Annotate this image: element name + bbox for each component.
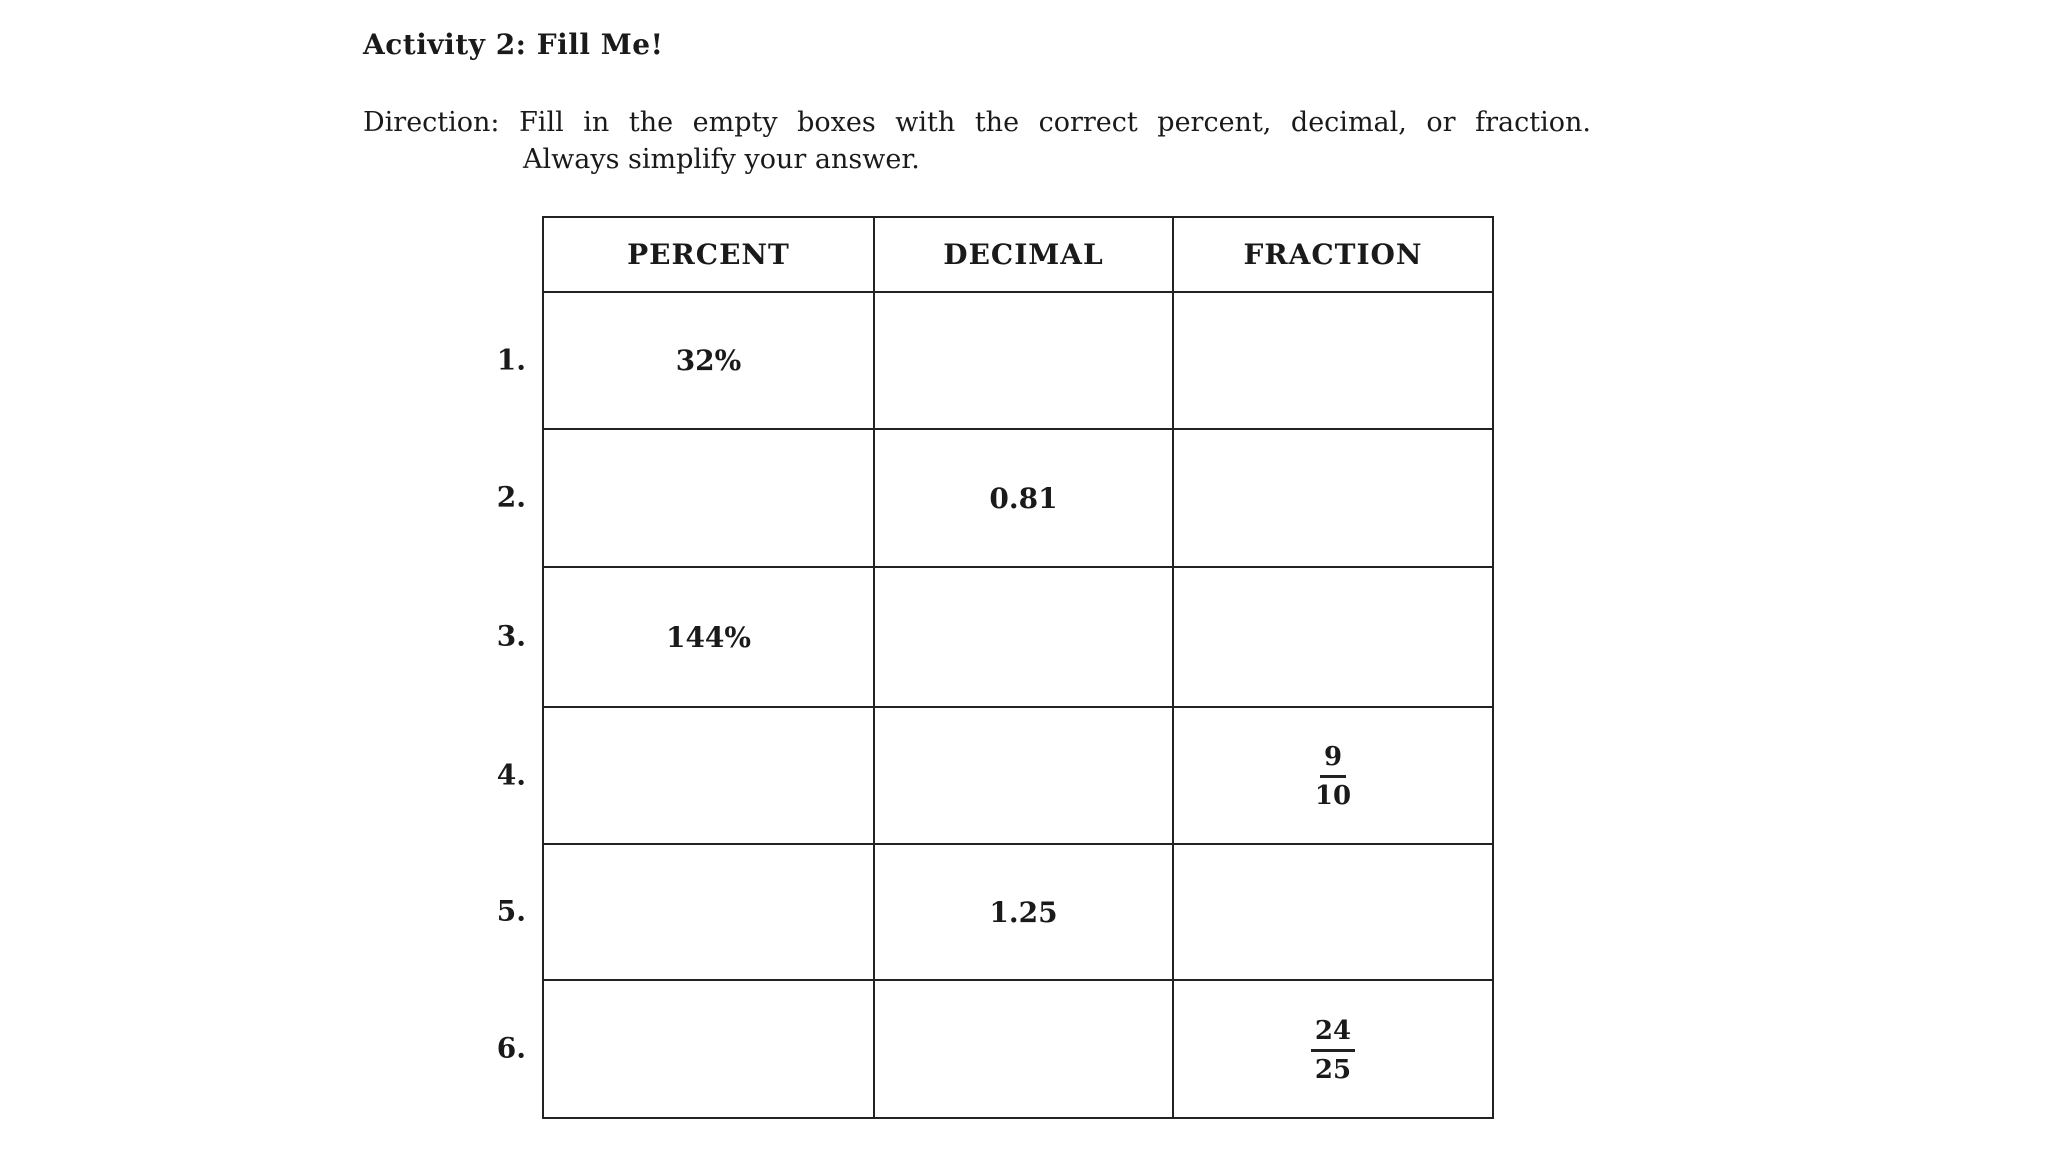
direction-word: with bbox=[895, 107, 956, 138]
percent-cell[interactable] bbox=[543, 980, 874, 1118]
percent-cell[interactable]: 32% bbox=[543, 292, 874, 429]
fraction-cell[interactable] bbox=[1173, 292, 1493, 429]
fraction-value bbox=[1311, 741, 1355, 812]
direction-word: the bbox=[974, 107, 1020, 138]
decimal-cell[interactable]: 1.25 bbox=[874, 844, 1173, 980]
conversion-table bbox=[542, 216, 1494, 1119]
row-number: 4. bbox=[496, 758, 526, 791]
header-percent: PERCENT bbox=[543, 217, 874, 292]
direction-word: boxes bbox=[797, 107, 876, 138]
fraction-numerator: 24 bbox=[1311, 1015, 1355, 1052]
fraction-value bbox=[1311, 1015, 1355, 1086]
percent-cell[interactable]: 144% bbox=[543, 567, 874, 707]
direction-word: decimal, bbox=[1290, 107, 1407, 138]
header-decimal: DECIMAL bbox=[874, 217, 1173, 292]
decimal-cell[interactable] bbox=[874, 980, 1173, 1118]
row-number: 1. bbox=[496, 343, 526, 376]
row-number: 3. bbox=[496, 619, 526, 653]
table-row bbox=[543, 292, 1493, 429]
table-header-row bbox=[543, 217, 1493, 292]
table-row bbox=[543, 980, 1493, 1118]
table-row bbox=[543, 567, 1493, 707]
direction-word: in bbox=[583, 107, 610, 138]
activity-title: Activity 2: Fill Me! bbox=[363, 28, 664, 61]
fraction-denominator: 10 bbox=[1314, 781, 1352, 811]
direction-word: Direction: bbox=[363, 107, 500, 138]
fraction-cell[interactable] bbox=[1173, 980, 1493, 1118]
fraction-denominator: 25 bbox=[1314, 1054, 1352, 1085]
percent-cell[interactable] bbox=[543, 707, 874, 844]
direction-line-1 bbox=[363, 104, 1591, 141]
direction-word: fraction. bbox=[1475, 107, 1591, 138]
fraction-cell[interactable] bbox=[1173, 707, 1493, 844]
direction-word: the bbox=[628, 107, 674, 138]
direction-line-2: Always simplify your answer. bbox=[523, 144, 920, 175]
percent-cell[interactable] bbox=[543, 429, 874, 567]
direction-word: Fill bbox=[519, 107, 564, 138]
decimal-cell[interactable] bbox=[874, 567, 1173, 707]
direction-word: empty bbox=[692, 107, 778, 138]
fraction-numerator: 9 bbox=[1320, 741, 1346, 778]
fraction-cell[interactable] bbox=[1173, 567, 1493, 707]
fraction-cell[interactable] bbox=[1173, 429, 1493, 567]
table-row bbox=[543, 707, 1493, 844]
row-number: 6. bbox=[496, 1031, 526, 1065]
row-number: 5. bbox=[496, 894, 526, 928]
decimal-cell[interactable] bbox=[874, 292, 1173, 429]
fraction-cell[interactable] bbox=[1173, 844, 1493, 980]
table-row bbox=[543, 844, 1493, 980]
decimal-cell[interactable]: 0.81 bbox=[874, 429, 1173, 567]
decimal-cell[interactable] bbox=[874, 707, 1173, 844]
header-fraction: FRACTION bbox=[1173, 217, 1493, 292]
direction-word: correct bbox=[1038, 107, 1138, 138]
direction-word: percent, bbox=[1157, 107, 1272, 138]
row-number: 2. bbox=[496, 480, 526, 514]
percent-cell[interactable] bbox=[543, 844, 874, 980]
table-row bbox=[543, 429, 1493, 567]
direction-text bbox=[363, 104, 1591, 178]
direction-word: or bbox=[1426, 107, 1456, 138]
